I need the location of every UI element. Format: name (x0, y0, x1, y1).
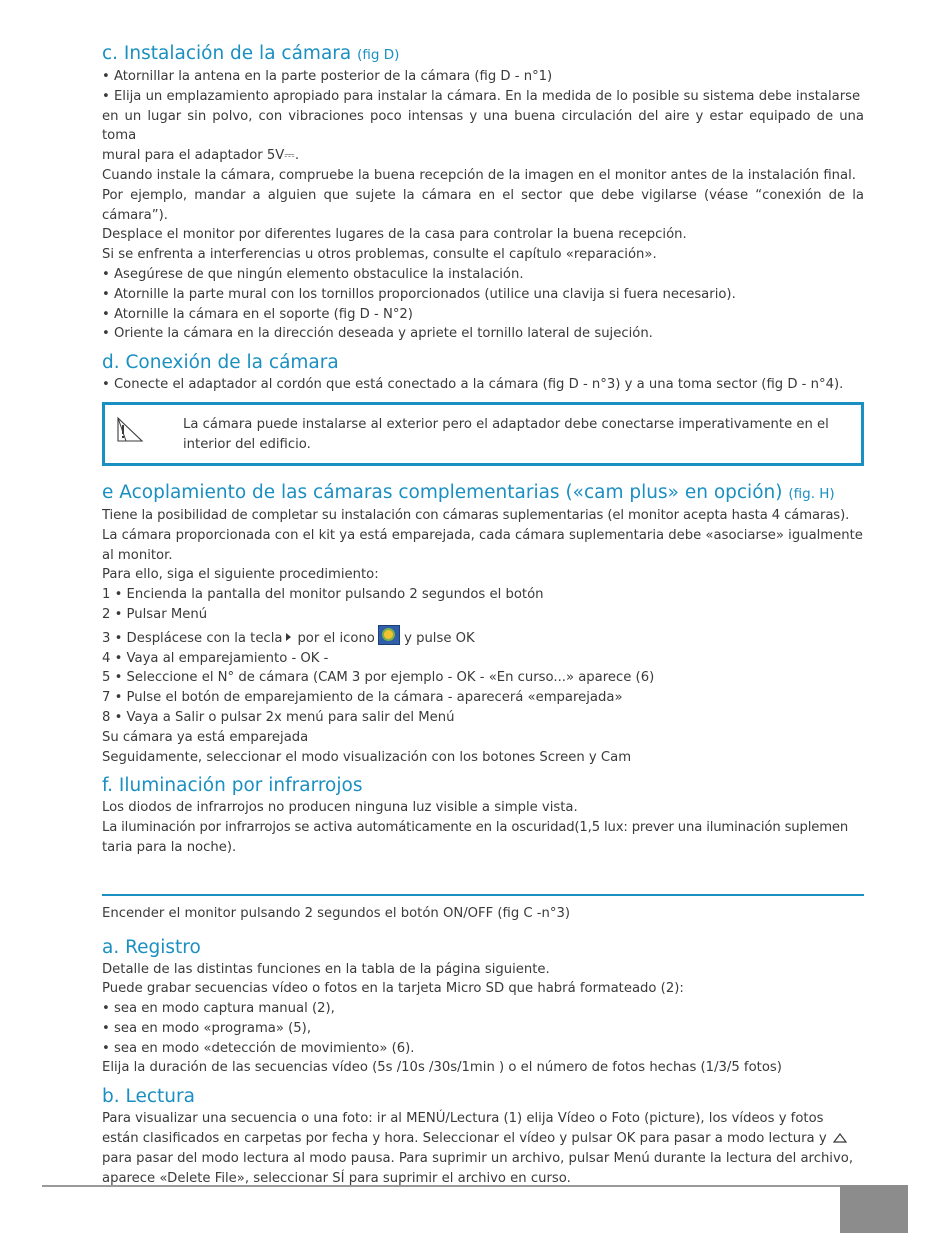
text-line: Desplace el monitor por diferentes lugares de la casa para controlar la buena recepción. (102, 227, 687, 243)
text-line: Seguidamente, seleccionar el modo visualización con los botones Screen y Cam (102, 749, 632, 765)
section-b-title: b. Lectura (102, 1086, 195, 1108)
text-line: • Conecte el adaptador al cordón que está conectado a la cámara (fig D - n°3) y a una toma sector (fig D - n°4). (102, 377, 844, 393)
warning-text: La cámara puede instalarse al exterior pero el adaptador debe conectarse imperativamente en el interior del edificio. (183, 416, 829, 452)
section-divider (102, 894, 864, 896)
text-line: Elija la duración de las secuencias vídeo (5s /10s /30s/1min ) o el número de fotos hechas (1/3/5 fotos) (102, 1060, 782, 1076)
warning-box (102, 402, 864, 466)
section-c-title: c. Instalación de la cámara (fig D) (102, 43, 400, 64)
text-line: Los diodos de infrarrojos no producen ninguna luz visible a simple vista. (102, 800, 578, 816)
text-line: • sea en modo «detección de movimiento» (6). (102, 1040, 415, 1056)
section-c-body (102, 67, 864, 344)
text-line: 4 • Vaya al emparejamiento - OK - (102, 650, 329, 666)
page-number-tab (840, 1185, 908, 1233)
section-e-fig-ref: (fig. H) (788, 485, 835, 502)
text-line: en un lugar sin polvo, con vibraciones poco intensas y una buena circulación del aire y estar equipado de una toma (102, 108, 864, 144)
text-line: 1 • Encienda la pantalla del monitor pulsando 2 segundos el botón (102, 587, 544, 603)
text-line: 8 • Vaya a Salir o pulsar 2x menú para salir del Menú (102, 709, 455, 725)
text-line: • Asegúrese de que ningún elemento obstaculice la instalación. (102, 266, 524, 282)
text-line: • Atornille la parte mural con los tornillos proporcionados (utilice una clavija si fuera necesario). (102, 286, 736, 302)
text-line: • Atornillar la antena en la parte posterior de la cámara (fig D - n°1) (102, 69, 553, 84)
text-line: • Atornille la cámara en el soporte (fig D - N°2) (102, 306, 413, 322)
text-line: Si se enfrenta a interferencias u otros problemas, consulte el capítulo «reparación». (102, 247, 657, 263)
warning-icon (115, 416, 145, 444)
section-a-title: a. Registro (102, 936, 201, 958)
text-line-with-icon: están clasificados en carpetas por fecha y hora. Seleccionar el vídeo y pulsar OK para pasar a modo lectura y (102, 1129, 864, 1149)
text-line: La iluminación por infrarrojos se activa automáticamente en la oscuridad(1,5 lux: prever una iluminación suplemen (102, 820, 849, 836)
text-line: Por ejemplo, mandar a alguien que sujete la cámara en el sector que debe vigilarse (véase “conexión de la cámara”). (102, 187, 864, 223)
text-line: Cuando instale la cámara, compruebe la buena recepción de la imagen en el monitor antes de la instalación final. (102, 167, 856, 183)
right-arrow-icon (286, 633, 291, 641)
text-line: Tiene la posibilidad de completar su instalación con cámaras suplementarias (el monitor acepta hasta 4 cámaras). (102, 507, 850, 523)
text-line: aparece «Delete File», seleccionar SÍ para suprimir el archivo en curso. (102, 1170, 571, 1186)
document-body (102, 42, 864, 1188)
text-line: • sea en modo captura manual (2), (102, 1001, 335, 1017)
text-line: 5 • Seleccione el N° de cámara (CAM 3 por ejemplo - OK - «En curso...» aparece (6) (102, 670, 655, 686)
pairing-menu-icon (378, 625, 400, 645)
text-line: • sea en modo «programa» (5), (102, 1020, 312, 1036)
text-line-step3: 3 • Desplácese con la tecla por el icono y pulse OK (102, 625, 864, 649)
section-e-title: e Acoplamiento de las cámaras complementarias («cam plus» en opción) (fig. H) (102, 481, 835, 503)
section-d-title: d. Conexión de la cámara (102, 352, 339, 374)
text-line: taria para la noche). (102, 839, 237, 855)
text-line: Para visualizar una secuencia o una foto: ir al MENÚ/Lectura (1) elija Vídeo o Foto (picture), los vídeos y fotos (102, 1111, 824, 1127)
section-f-title: f. Iluminación por infrarrojos (102, 775, 363, 797)
text-line: al monitor. (102, 547, 173, 563)
section-c-fig-ref: (fig D) (357, 47, 400, 63)
text-line: para pasar del modo lectura al modo pausa. Para suprimir un archivo, pulsar Menú durante la lectura del archivo, (102, 1150, 854, 1166)
text-line: • Oriente la cámara en la dirección deseada y apriete el tornillo lateral de sujeción. (102, 326, 653, 342)
text-line: 2 • Pulsar Menú (102, 606, 208, 622)
footer-rule (42, 1185, 840, 1187)
text-line: • Elija un emplazamiento apropiado para instalar la cámara. En la medida de lo posible su sistema debe instalarse (102, 88, 861, 104)
text-line: Su cámara ya está emparejada (102, 729, 309, 745)
text-line: mural para el adaptador 5V⎓. (102, 148, 300, 164)
play-pause-triangle-icon (833, 1133, 847, 1143)
text-line: Para ello, siga el siguiente procedimiento: (102, 567, 379, 583)
text-line: Detalle de las distintas funciones en la tabla de la página siguiente. (102, 961, 550, 977)
section-e-body (102, 506, 864, 767)
text-line: La cámara proporcionada con el kit ya está emparejada, cada cámara suplementaria debe «asociarse» igualmente (102, 527, 863, 543)
text-line: 7 • Pulse el botón de emparejamiento de la cámara - aparecerá «emparejada» (102, 690, 623, 706)
intro-text: Encender el monitor pulsando 2 segundos el botón ON/OFF (fig C -n°3) (102, 905, 571, 921)
text-line: Puede grabar secuencias vídeo o fotos en la tarjeta Micro SD que habrá formateado (2): (102, 981, 684, 997)
